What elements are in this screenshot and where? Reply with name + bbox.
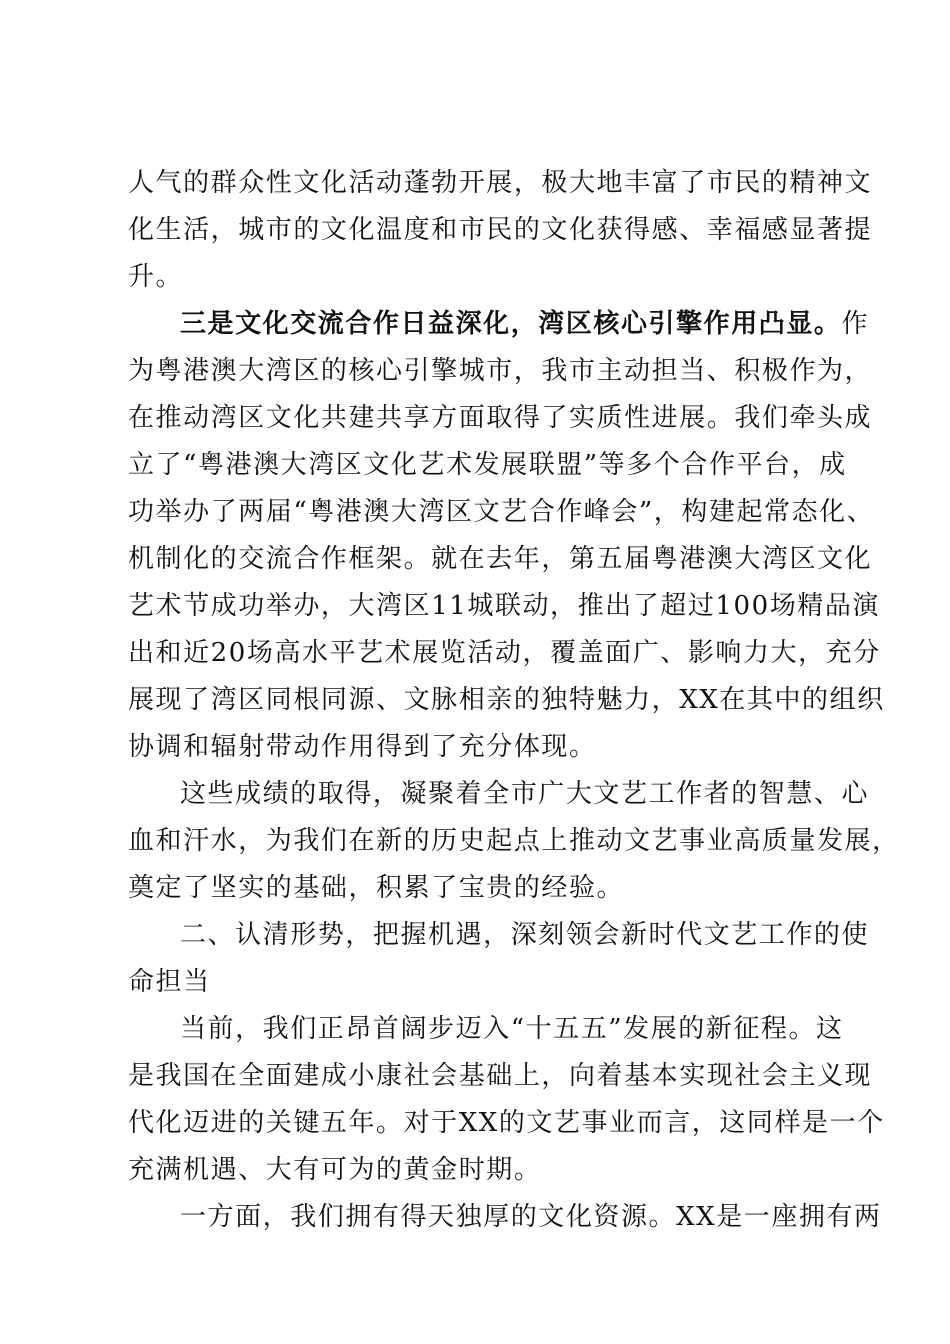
text-line: 为粤港澳大湾区的核心引擎城市，我市主动担当、积极作为， xyxy=(128,356,873,386)
text-line: 人气的群众性文化活动蓬勃开展，极大地丰富了市民的精神文 xyxy=(128,168,873,198)
body-text xyxy=(128,160,900,1241)
text-line: 奠定了坚实的基础，积累了宝贵的经验。 xyxy=(128,873,625,903)
text-line: 在推动湾区文化共建共享方面取得了实质性进展。我们牵头成 xyxy=(128,403,873,433)
text-line: 艺术节成功举办，大湾区11城联动，推出了超过100场精品演 xyxy=(128,591,880,621)
paragraph-1 xyxy=(128,160,873,301)
lead-line-rest: 作 xyxy=(841,309,870,339)
text-line: 血和汗水，为我们在新的历史起点上推动文艺事业高质量发展， xyxy=(128,826,900,856)
text-line: 这些成绩的取得，凝聚着全市广大文艺工作者的智慧、心 xyxy=(180,779,870,809)
text-line: 命担当 xyxy=(128,967,211,997)
text-line: 功举办了两届“粤港澳大湾区文艺合作峰会”，构建起常态化、 xyxy=(128,497,875,527)
text-line: 展现了湾区同根同源、文脉相亲的独特魅力，XX在其中的组织 xyxy=(128,685,885,715)
text-line: 机制化的交流合作框架。就在去年，第五届粤港澳大湾区文化 xyxy=(128,544,873,574)
text-line: 当前，我们正昂首阔步迈入“十五五”发展的新征程。这 xyxy=(180,1014,844,1044)
text-line: 是我国在全面建成小康社会基础上，向着基本实现社会主义现 xyxy=(128,1061,873,1091)
bold-lead-sentence: 三是文化交流合作日益深化，湾区核心引擎作用凸显。 xyxy=(180,309,842,339)
paragraph-6 xyxy=(128,1194,882,1241)
text-line: 代化迈进的关键五年。对于XX的文艺事业而言，这同样是一个 xyxy=(128,1108,885,1138)
text-line: 升。 xyxy=(128,262,184,292)
paragraph-2 xyxy=(128,301,885,771)
text-line: 二、认清形势，把握机遇，深刻领会新时代文艺工作的使 xyxy=(180,920,870,950)
text-line: 一方面，我们拥有得天独厚的文化资源。XX是一座拥有两 xyxy=(180,1202,882,1232)
text-line: 立了“粤港澳大湾区文化艺术发展联盟”等多个合作平台，成 xyxy=(128,450,847,480)
section-heading-2 xyxy=(128,912,870,1006)
text-line: 协调和辐射带动作用得到了充分体现。 xyxy=(128,732,597,762)
text-line: 充满机遇、大有可为的黄金时期。 xyxy=(128,1155,542,1185)
text-line: 化生活，城市的文化温度和市民的文化获得感、幸福感显著提 xyxy=(128,215,873,245)
paragraph-3 xyxy=(128,771,900,912)
paragraph-lead-line xyxy=(128,301,870,348)
text-line: 出和近20场高水平艺术展览活动，覆盖面广、影响力大，充分 xyxy=(128,638,881,668)
paragraph-5 xyxy=(128,1006,885,1194)
